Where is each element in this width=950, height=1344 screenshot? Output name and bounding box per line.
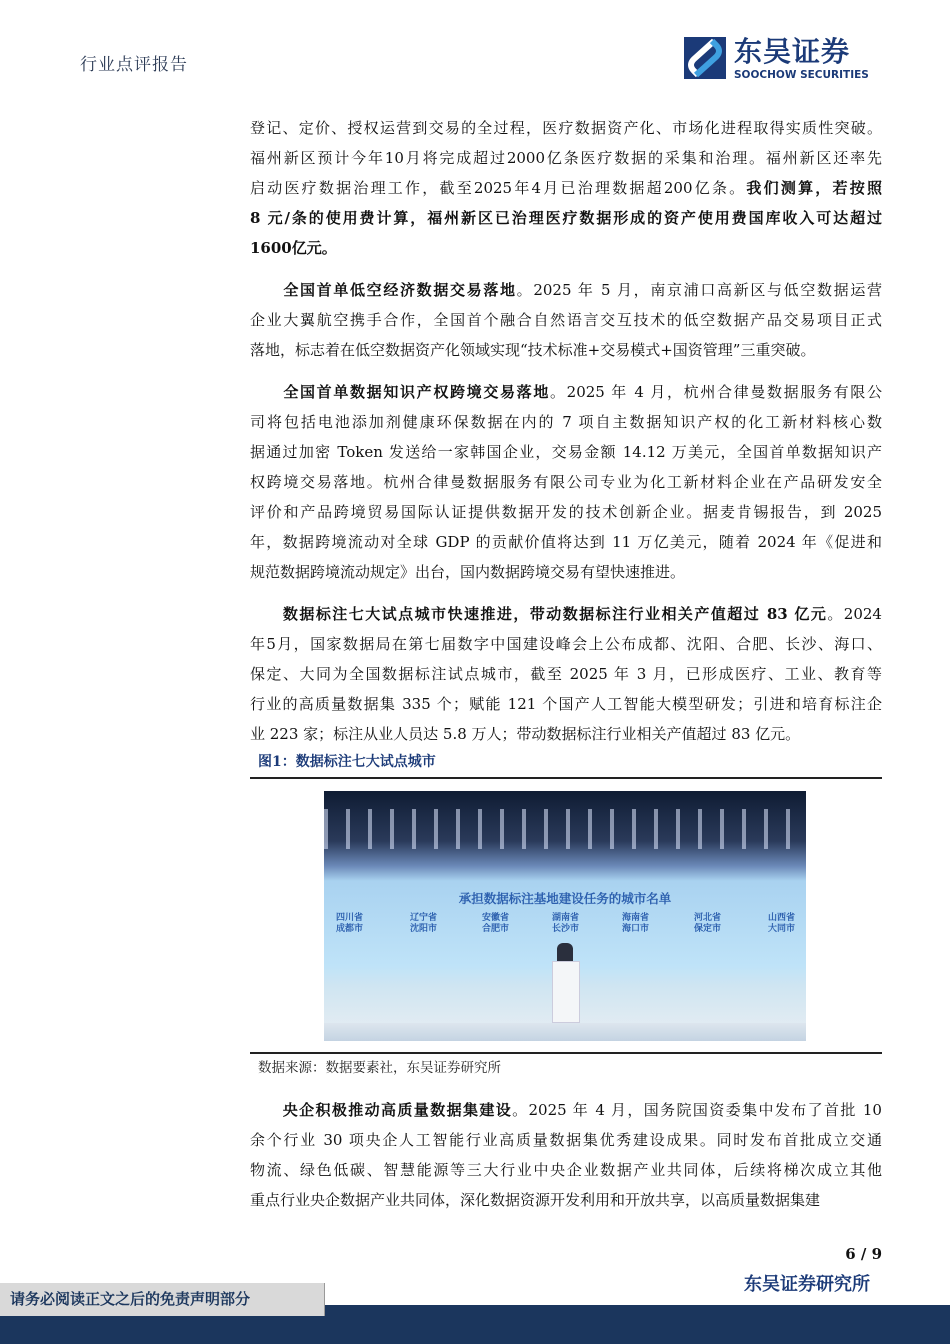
text-line	[250, 599, 882, 629]
bold-text: 数据标注七大试点城市快速推进，带动数据标注行业相关产值超过 83 亿元	[282, 605, 828, 623]
bold-text: 1600亿元。	[250, 239, 337, 257]
text-span: 登记、定价、授权运营到交易的全过程，医疗数据资产化、市场化进程取得实质性突破。	[250, 119, 882, 137]
text-line	[250, 377, 882, 407]
city-name: 海口市	[622, 924, 650, 934]
stage-lights	[324, 809, 806, 849]
text-span: 行业的高质量数据集 335 个；赋能 121 个国产人工智能大模型研发；引进和培育标注企	[250, 695, 882, 713]
city-name: 合肥市	[482, 924, 510, 934]
page-number: 6 / 9	[845, 1245, 882, 1263]
paragraph	[250, 599, 882, 749]
text-line	[250, 689, 882, 719]
text-line	[250, 1185, 882, 1215]
text-span: 企业大翼航空携手合作，全国首个融合自然语言交互技术的低空数据产品交易项目正式	[250, 311, 882, 329]
paragraph	[250, 377, 882, 587]
text-line	[250, 113, 882, 143]
text-line	[250, 1155, 882, 1185]
figure-source: 数据来源：数据要素社，东吴证券研究所	[258, 1060, 501, 1076]
text-line	[250, 143, 882, 173]
text-line	[250, 527, 882, 557]
text-line	[250, 173, 882, 203]
text-line	[250, 305, 882, 335]
report-type: 行业点评报告	[80, 55, 188, 75]
province-name: 山西省	[768, 913, 796, 923]
text-line	[250, 659, 882, 689]
text-line	[250, 203, 882, 233]
city-label	[336, 913, 363, 935]
paragraph	[250, 1095, 882, 1215]
text-span	[250, 383, 283, 401]
bold-text: 全国首单数据知识产权跨境交易落地	[283, 383, 550, 401]
text-span: 保定、大同为全国数据标注试点城市，截至 2025 年 3 月，已形成医疗、工业、教育等	[250, 665, 882, 683]
text-span: 权跨境交易落地。杭州合律曼数据服务有限公司专业为化工新材料企业在产品研发安全	[250, 473, 882, 491]
screen-title: 承担数据标注基地建设任务的城市名单	[458, 891, 672, 906]
figure-photo	[324, 791, 806, 1041]
footer-institute: 东吴证券研究所	[744, 1274, 870, 1295]
figure-caption: 图1：数据标注七大试点城市	[258, 754, 436, 770]
text-line	[250, 1125, 882, 1155]
text-span: 福州新区预计今年10月将完成超过2000亿条医疗数据的采集和治理。福州新区还率先	[250, 149, 882, 167]
bold-text: 央企积极推动高质量数据集建设	[282, 1101, 513, 1119]
text-line	[250, 719, 882, 749]
city-name: 长沙市	[552, 924, 580, 934]
figure-top-rule	[250, 777, 882, 779]
speaker	[557, 943, 573, 963]
text-span	[250, 1101, 283, 1119]
city-label	[482, 913, 509, 935]
paragraph	[250, 113, 882, 263]
city-label	[552, 913, 579, 935]
text-line	[250, 233, 882, 263]
province-name: 海南省	[622, 913, 650, 923]
city-name: 大同市	[768, 924, 796, 934]
logo-cn-text: 东吴证券	[734, 35, 851, 68]
text-span: 。2025 年 5 月，南京浦口高新区与低空数据运营	[516, 281, 882, 299]
province-name: 安徽省	[482, 913, 510, 923]
stage-floor	[324, 1023, 806, 1041]
text-line	[250, 1095, 882, 1125]
province-name: 辽宁省	[410, 913, 438, 923]
text-line	[250, 407, 882, 437]
bold-text: 8 元/条的使用费计算，福州新区已治理医疗数据形成的资产使用费国库收入可达超过	[250, 209, 882, 227]
text-span: 年，数据跨境流动对全球 GDP 的贡献价值将达到 11 万亿美元，随着 2024 年《促进和	[250, 533, 882, 551]
text-line	[250, 497, 882, 527]
logo-en-text: SOOCHOW SECURITIES	[734, 69, 869, 81]
text-line	[250, 557, 882, 587]
city-label	[410, 913, 437, 935]
text-line	[250, 629, 882, 659]
text-line	[250, 467, 882, 497]
text-span: 余个行业 30 项央企人工智能行业高质量数据集优秀建设成果。同时发布首批成立交通	[250, 1131, 882, 1149]
disclaimer-notice: 请务必阅读正文之后的免责声明部分	[0, 1283, 325, 1316]
text-span: 业 223 家；标注从业人员达 5.8 万人；带动数据标注行业相关产值超过 83 亿元。	[250, 725, 801, 743]
figure-bottom-rule	[250, 1052, 882, 1054]
province-name: 河北省	[694, 913, 722, 923]
bold-text: 我们测算，若按照	[746, 179, 882, 197]
text-span: 。2024	[827, 605, 882, 623]
soochow-logo	[684, 37, 884, 83]
text-span: 。2025 年 4 月，国务院国资委集中发布了首批 10	[512, 1101, 882, 1119]
city-label	[768, 913, 795, 935]
city-name: 成都市	[336, 924, 364, 934]
bold-text: 全国首单低空经济数据交易落地	[283, 281, 517, 299]
text-span: 评价和产品跨境贸易国际认证提供数据开发的技术创新企业。据麦肯锡报告，到 2025	[250, 503, 882, 521]
logo-mark-icon	[684, 37, 726, 79]
city-label	[694, 913, 721, 935]
text-line	[250, 275, 882, 305]
province-name: 四川省	[336, 913, 364, 923]
text-span: 重点行业央企数据产业共同体，深化数据资源开发利用和开放共享，以高质量数据集建	[250, 1191, 821, 1209]
text-span	[250, 281, 283, 299]
text-span: 启动医疗数据治理工作，截至2025年4月已治理数据超200亿条。	[250, 179, 747, 197]
text-span: 落地，标志着在低空数据资产化领域实现“技术标准+交易模式+国资管理”三重突破。	[250, 341, 816, 359]
text-span: 物流、绿色低碳、智慧能源等三大行业中央企业数据产业共同体，后续将梯次成立其他	[250, 1161, 882, 1179]
text-line	[250, 437, 882, 467]
text-span	[250, 605, 283, 623]
city-label	[622, 913, 649, 935]
text-span: 司将包括电池添加剂健康环保数据在内的 7 项自主数据知识产权的化工新材料核心数	[250, 413, 882, 431]
city-name: 保定市	[694, 924, 722, 934]
text-line	[250, 335, 882, 365]
podium	[552, 961, 580, 1023]
province-name: 湖南省	[552, 913, 580, 923]
text-span: 据通过加密 Token 发送给一家韩国企业，交易金额 14.12 万美元，全国首单数据知识产	[250, 443, 882, 461]
text-span: 。2025 年 4 月，杭州合律曼数据服务有限公	[549, 383, 882, 401]
city-name: 沈阳市	[410, 924, 438, 934]
text-span: 规范数据跨境流动规定》出台，国内数据跨境交易有望快速推进。	[250, 563, 686, 581]
paragraph	[250, 275, 882, 365]
text-span: 年5月，国家数据局在第七届数字中国建设峰会上公布成都、沈阳、合肥、长沙、海口、	[250, 635, 882, 653]
